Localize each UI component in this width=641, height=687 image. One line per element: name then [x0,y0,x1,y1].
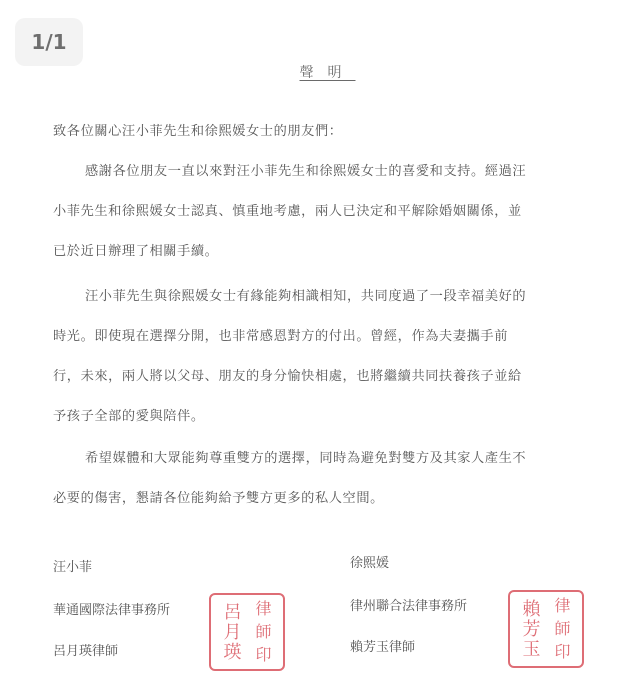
paragraph-2-line-3: 行，未來，兩人將以父母、朋友的身分愉快相處，也將繼續共同扶養孩子並給 [53,369,522,384]
seal-right-char-1: 律 [554,596,571,616]
paragraph-1-line-1: 感謝各位朋友一直以來對汪小菲先生和徐熙媛女士的喜愛和支持。經過汪 [85,164,527,179]
page-indicator: 1/1 [15,18,83,66]
seal-right-char-2: 師 [554,618,571,638]
signatory-right-name: 徐熙媛 [350,556,390,571]
seal-left-char-3: 印 [255,644,272,664]
paragraph-1-line-3: 已於近日辦理了相關手續。 [53,244,219,259]
paragraph-1-line-2: 小菲先生和徐熙媛女士認真、慎重地考慮，兩人已決定和平解除婚姻關係，並 [53,204,522,219]
paragraph-2-line-1: 汪小菲先生與徐熙媛女士有緣能夠相識相知，共同度過了一段幸福美好的 [85,289,527,304]
signatory-right-firm: 律州聯合法律事務所 [350,599,468,614]
document-title: 聲明 [299,65,356,81]
seal-right-char-3: 印 [554,641,571,661]
seal-left-char-2: 師 [255,621,272,641]
paragraph-2-line-4: 予孩子全部的愛與陪伴。 [53,409,205,424]
paragraph-3-line-1: 希望媒體和大眾能夠尊重雙方的選擇，同時為避免對雙方及其家人產生不 [85,451,527,466]
seal-right-name: 賴芳玉 [519,598,541,659]
signatory-left-lawyer: 呂月瑛律師 [53,644,119,659]
paragraph-2-line-2: 時光。即使現在選擇分開，也非常感恩對方的付出。曾經，作為夫妻攜手前 [53,329,508,344]
signatory-right-lawyer: 賴芳玉律師 [350,640,416,655]
seal-left-char-1: 律 [255,599,272,619]
paragraph-3-line-2: 必要的傷害，懇請各位能夠給予雙方更多的私人空間。 [53,491,384,506]
lawyer-seal-right [508,590,584,668]
seal-left-name: 呂月瑛 [220,601,242,662]
signatory-left-firm: 華通國際法律事務所 [53,603,171,618]
lawyer-seal-left [209,593,285,671]
salutation: 致各位關心汪小菲先生和徐熙媛女士的朋友們： [53,124,343,139]
signatory-left-name: 汪小菲 [53,560,93,575]
